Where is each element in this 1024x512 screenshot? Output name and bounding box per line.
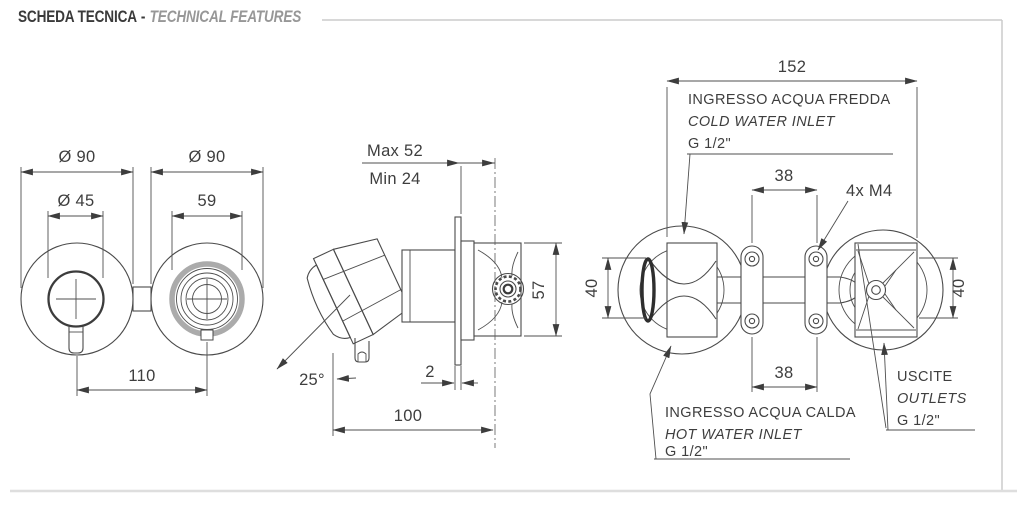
dim-dia90-right: Ø 90 — [188, 148, 226, 166]
label-hot-inlet — [650, 346, 856, 460]
cold-inlet-it: INGRESSO ACQUA FREDDA — [688, 92, 891, 108]
side-dim-100 — [333, 353, 493, 436]
title-separator: - — [140, 7, 146, 26]
dim-max52: Max 52 — [367, 142, 423, 160]
front-right-notch — [201, 330, 213, 340]
dim-2: 2 — [425, 363, 435, 381]
rear-dim-40-left — [583, 258, 646, 318]
side-dim-2 — [421, 363, 478, 390]
front-connecting-bar — [133, 287, 151, 311]
rear-mounting-lugs — [741, 246, 827, 334]
rear-dim-38-top — [752, 167, 817, 243]
side-view — [277, 142, 562, 448]
side-body-block — [474, 243, 521, 336]
dim-dia45: Ø 45 — [57, 192, 95, 210]
front-dim-dia90-right — [151, 148, 263, 288]
rear-dim-38-bottom — [752, 337, 817, 392]
front-dim-59 — [172, 192, 242, 270]
side-dim-maxmin — [362, 142, 495, 214]
dim-dia90-left: Ø 90 — [58, 148, 96, 166]
dim-4xm4: 4x M4 — [846, 182, 893, 200]
dim-min24: Min 24 — [369, 170, 421, 188]
lug-right — [805, 246, 827, 334]
outlets-it: USCITE — [897, 369, 953, 385]
hot-inlet-en: HOT WATER INLET — [665, 427, 802, 443]
rear-dim-4xm4 — [818, 182, 892, 250]
side-handle — [298, 231, 413, 351]
rear-body-tube — [717, 277, 864, 303]
dim-152: 152 — [777, 58, 807, 76]
dim-100: 100 — [393, 407, 423, 425]
side-wall-plate — [455, 217, 461, 365]
label-outlets — [884, 343, 975, 430]
dim-40-left: 40 — [583, 278, 601, 298]
side-dim-57 — [524, 243, 562, 336]
front-left-lever — [69, 326, 83, 353]
front-view — [21, 148, 263, 396]
dim-40-right: 40 — [950, 278, 968, 298]
cold-inlet-thread: G 1/2" — [688, 136, 732, 152]
dim-38-bottom: 38 — [774, 364, 794, 382]
side-dim-25deg — [277, 295, 356, 389]
hot-inlet-thread: G 1/2" — [665, 444, 709, 460]
side-flange — [461, 241, 474, 340]
hot-inlet-it: INGRESSO ACQUA CALDA — [665, 405, 856, 421]
outlets-thread: G 1/2" — [897, 413, 941, 429]
label-cold-inlet — [684, 92, 893, 234]
dim-25deg: 25° — [299, 371, 325, 389]
outlets-en: OUTLETS — [897, 391, 967, 407]
dim-38-top: 38 — [774, 167, 794, 185]
rear-view — [583, 58, 975, 460]
dim-110: 110 — [128, 367, 156, 385]
lug-left — [741, 246, 763, 334]
front-dim-dia90-left — [21, 148, 133, 288]
dim-59: 59 — [197, 192, 217, 210]
dim-57: 57 — [530, 280, 548, 300]
cold-inlet-en: COLD WATER INLET — [688, 114, 835, 130]
rear-left-handle-cap — [642, 259, 654, 321]
front-dim-110 — [77, 342, 207, 396]
title-italian: SCHEDA TECNICA — [18, 7, 137, 26]
title-english: TECHNICAL FEATURES — [149, 7, 302, 26]
front-dim-dia45 — [48, 192, 103, 278]
rear-left-valve — [642, 243, 717, 337]
